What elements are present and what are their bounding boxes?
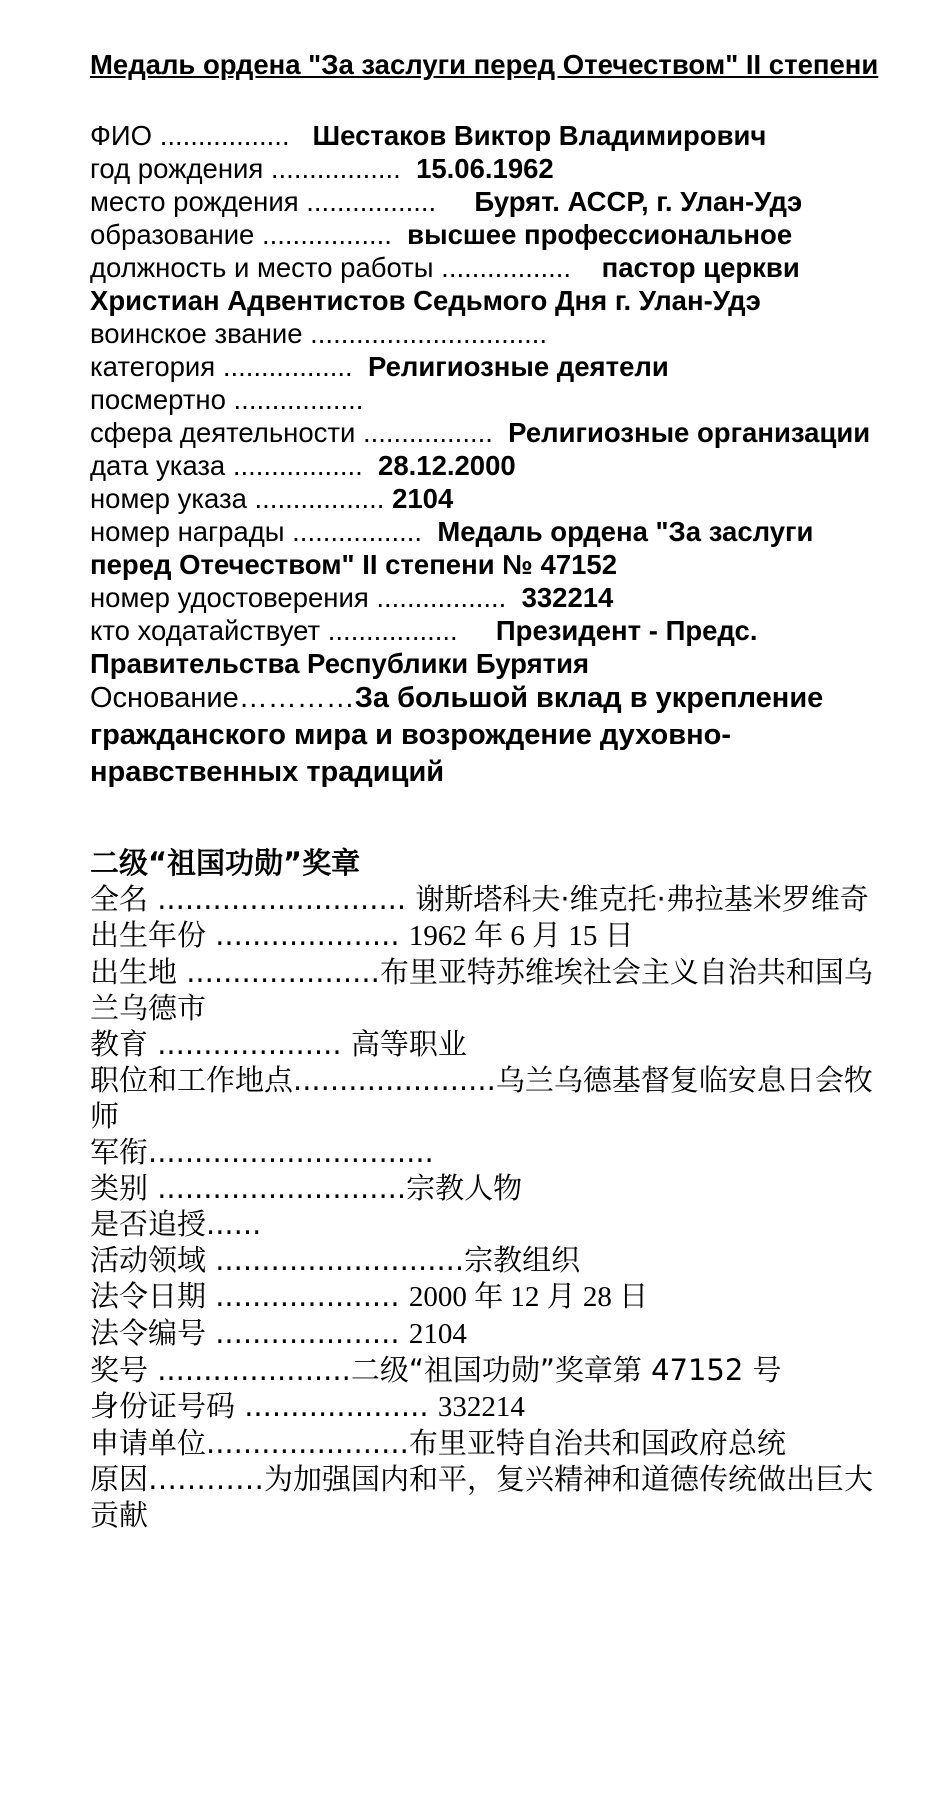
field-label: номер удостоверения ................. xyxy=(90,582,514,613)
field-label: 身份证号码 .................... xyxy=(90,1389,438,1423)
field-value: За большой вклад в укрепление гражданского мира и возрождение духовно-нравственных традиций xyxy=(90,682,824,788)
field-label: сфера деятельности ................. xyxy=(90,417,501,448)
field-value: высшее профессиональное xyxy=(407,219,793,250)
zh-row-id-number xyxy=(90,1388,890,1425)
field-row-posthumous xyxy=(90,383,890,416)
spacer xyxy=(90,81,890,119)
field-label: 类别 ........................... xyxy=(90,1171,407,1205)
spacer xyxy=(90,791,890,845)
field-label: кто ходатайствует ................. xyxy=(90,615,466,646)
field-value: пастор церкви Христиан Адвентистов Седьмого Дня г. Улан-Удэ xyxy=(90,252,800,316)
field-label: 出生年份 .................... xyxy=(90,918,409,952)
field-label: 法令日期 .................... xyxy=(90,1279,409,1313)
field-value: Бурят. АССР, г. Улан-Удэ xyxy=(474,186,803,217)
field-row-birth-year xyxy=(90,152,890,185)
field-value: Медаль ордена "За заслуги перед Отечеством" II степени № 47152 xyxy=(90,516,814,580)
field-label: номер награды ................. xyxy=(90,516,430,547)
russian-section xyxy=(90,48,890,791)
field-value: 高等职业 xyxy=(350,1027,467,1061)
field-label: 是否追授...... xyxy=(90,1207,262,1241)
chinese-section xyxy=(90,845,890,1533)
chinese-title: 二级“祖国功勋”奖章 xyxy=(90,846,361,880)
field-row-award-number xyxy=(90,515,890,581)
field-label: 申请单位...................... xyxy=(90,1426,409,1460)
zh-row-military-rank xyxy=(90,1134,890,1170)
field-value: 二级“祖国功勋”奖章第 47152 号 xyxy=(350,1353,782,1387)
field-row-birth-place xyxy=(90,185,890,218)
field-label: дата указа ................. xyxy=(90,450,371,481)
zh-row-position xyxy=(90,1062,890,1134)
field-label: должность и место работы ................. xyxy=(90,252,579,283)
field-label: 出生地 ..................... xyxy=(90,955,380,989)
field-label: 法令编号 .................... xyxy=(90,1316,409,1350)
field-value: 332214 xyxy=(521,582,614,613)
field-value: 2104 xyxy=(392,483,454,514)
field-label: воинское звание ............................... xyxy=(90,318,547,349)
russian-title: Медаль ордена "За заслуги перед Отечеством" II степени xyxy=(90,49,879,80)
zh-row-posthumous xyxy=(90,1206,890,1242)
zh-row-education xyxy=(90,1026,890,1062)
field-row-education xyxy=(90,218,890,251)
field-label: место рождения ................. xyxy=(90,186,444,217)
zh-row-reason xyxy=(90,1461,890,1533)
field-value: 布里亚特苏维埃社会主义自治共和国乌兰乌德市 xyxy=(90,955,873,1025)
field-label: ФИО ................. xyxy=(90,120,298,151)
document-page xyxy=(90,48,890,1533)
field-row-decree-number xyxy=(90,482,890,515)
field-value: Президент - Предс. Правительства Республики Бурятия xyxy=(90,615,758,679)
field-value: 2104 xyxy=(408,1318,467,1350)
field-value: 332214 xyxy=(437,1391,525,1423)
field-value: 谢斯塔科夫·维克托·弗拉基米罗维奇 xyxy=(415,882,869,916)
field-value: 15.06.1962 xyxy=(416,153,554,184)
field-label: посмертно ................. xyxy=(90,384,364,415)
zh-row-category xyxy=(90,1170,890,1206)
zh-row-petitioner xyxy=(90,1425,890,1461)
field-label: 职位和工作地点...................... xyxy=(90,1063,496,1097)
field-label: 活动领域 ........................... xyxy=(90,1243,465,1277)
field-value: 乌兰乌德基督复临安息日会牧师 xyxy=(90,1063,873,1133)
field-value: Религиозные организации xyxy=(508,417,871,448)
field-value: 为加强国内和平，复兴精神和道德传统做出巨大贡献 xyxy=(90,1462,874,1532)
field-value: 宗教人物 xyxy=(406,1171,523,1205)
field-row-position xyxy=(90,251,890,317)
zh-row-birth-place xyxy=(90,954,890,1026)
field-label: 奖号 ..................... xyxy=(90,1353,351,1387)
field-label: 军衔............................... xyxy=(90,1135,434,1169)
field-row-petitioner xyxy=(90,614,890,680)
field-label: категория ................. xyxy=(90,351,361,382)
field-label: 全名 ........................... xyxy=(90,882,416,916)
field-value: 宗教组织 xyxy=(464,1243,581,1277)
field-value: 2000 年 12 月 28 日 xyxy=(408,1281,649,1313)
zh-row-activity-sphere xyxy=(90,1242,890,1278)
field-value: Религиозные деятели xyxy=(367,351,669,382)
zh-row-decree-date xyxy=(90,1278,890,1315)
field-row-certificate-number xyxy=(90,581,890,614)
field-label: образование ................. xyxy=(90,219,400,250)
field-value: 1962 年 6 月 15 日 xyxy=(408,920,634,952)
field-row-category xyxy=(90,350,890,383)
field-label: год рождения ................. xyxy=(90,153,409,184)
zh-row-decree-number xyxy=(90,1315,890,1352)
field-value: Шестаков Виктор Владимирович xyxy=(312,120,767,151)
field-value: 28.12.2000 xyxy=(378,450,516,481)
field-row-activity-sphere xyxy=(90,416,890,449)
field-row-military-rank xyxy=(90,317,890,350)
field-label: 原因………… xyxy=(90,1462,265,1496)
zh-row-award-number xyxy=(90,1352,890,1388)
zh-row-full-name xyxy=(90,881,890,917)
field-row-decree-date xyxy=(90,449,890,482)
zh-row-birth-year xyxy=(90,917,890,954)
field-label: номер указа ................. xyxy=(90,483,393,514)
field-label: 教育 .................... xyxy=(90,1027,351,1061)
field-row-fio xyxy=(90,119,890,152)
field-label: Основание………… xyxy=(90,682,355,714)
field-value: 布里亚特自治共和国政府总统 xyxy=(408,1426,786,1460)
field-row-basis xyxy=(90,680,890,791)
